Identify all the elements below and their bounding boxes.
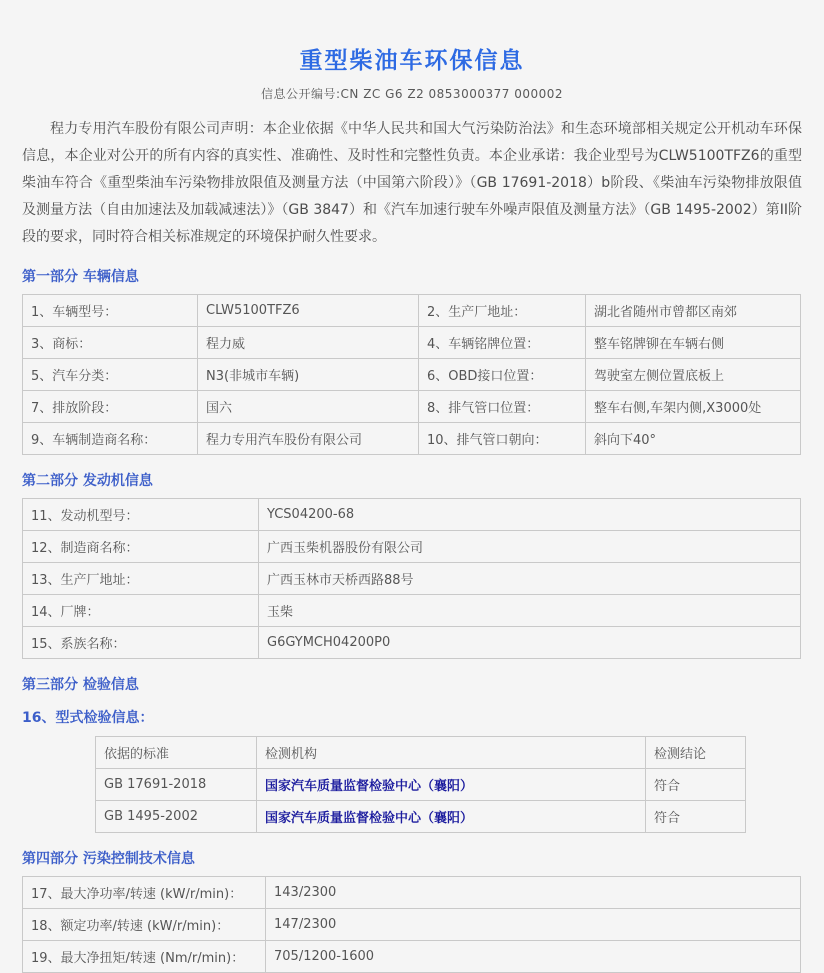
table-row xyxy=(23,499,801,531)
field-label: 8、排气管口位置： xyxy=(419,391,586,423)
table-row xyxy=(23,627,801,659)
field-label: 7、排放阶段： xyxy=(23,391,198,423)
field-label: 17、最大净功率/转速 (kW/r/min)： xyxy=(23,877,266,909)
table-row xyxy=(23,423,801,455)
field-value: 705/1200-1600 xyxy=(266,941,801,973)
vehicle-info-table xyxy=(22,294,801,455)
field-label: 9、车辆制造商名称： xyxy=(23,423,198,455)
table-row xyxy=(23,359,801,391)
field-value: 斜向下40° xyxy=(586,423,801,455)
table-row xyxy=(23,531,801,563)
field-value: N3(非城市车辆) xyxy=(198,359,419,391)
field-label: 14、厂牌： xyxy=(23,595,259,627)
table-row xyxy=(23,909,801,941)
field-label: 5、汽车分类： xyxy=(23,359,198,391)
inspection-agency-link[interactable]: 国家汽车质量监督检验中心（襄阳） xyxy=(257,801,646,833)
field-label: 18、额定功率/转速 (kW/r/min)： xyxy=(23,909,266,941)
engine-info-table xyxy=(22,498,801,659)
column-header-agency: 检测机构 xyxy=(257,737,646,769)
section-heading-engine: 第二部分 发动机信息 xyxy=(22,473,153,489)
publication-number: 信息公开编号:CN ZC G6 Z2 0853000377 000002 xyxy=(260,87,564,101)
table-row xyxy=(23,877,801,909)
table-row xyxy=(96,769,746,801)
field-value: 143/2300 xyxy=(266,877,801,909)
type-inspection-subheading: 16、型式检验信息： xyxy=(22,710,154,726)
field-label: 3、商标： xyxy=(23,327,198,359)
page xyxy=(0,42,824,973)
table-row xyxy=(23,391,801,423)
table-row xyxy=(23,327,801,359)
field-label: 10、排气管口朝向： xyxy=(419,423,586,455)
column-header-standard: 依据的标准 xyxy=(96,737,257,769)
field-value: 广西玉柴机器股份有限公司 xyxy=(259,531,801,563)
field-value: 程力威 xyxy=(198,327,419,359)
field-value: CLW5100TFZ6 xyxy=(198,295,419,327)
section-heading-vehicle: 第一部分 车辆信息 xyxy=(22,269,139,285)
standard-cell: GB 17691-2018 xyxy=(96,769,257,801)
field-value: 玉柴 xyxy=(259,595,801,627)
field-value: 程力专用汽车股份有限公司 xyxy=(198,423,419,455)
conclusion-cell: 符合 xyxy=(646,769,746,801)
field-label: 13、生产厂地址： xyxy=(23,563,259,595)
field-label: 15、系族名称： xyxy=(23,627,259,659)
table-row xyxy=(23,563,801,595)
field-label: 2、生产厂地址： xyxy=(419,295,586,327)
field-label: 6、OBD接口位置： xyxy=(419,359,586,391)
section-heading-pollution: 第四部分 污染控制技术信息 xyxy=(22,851,195,867)
table-header-row xyxy=(96,737,746,769)
field-label: 4、车辆铭牌位置： xyxy=(419,327,586,359)
table-row xyxy=(23,295,801,327)
inspection-table xyxy=(95,736,746,833)
field-value: 湖北省随州市曾都区南郊 xyxy=(586,295,801,327)
field-value: 驾驶室左侧位置底板上 xyxy=(586,359,801,391)
inspection-agency-link[interactable]: 国家汽车质量监督检验中心（襄阳） xyxy=(257,769,646,801)
pollution-control-table xyxy=(22,876,801,973)
table-row xyxy=(96,801,746,833)
field-label: 1、车辆型号： xyxy=(23,295,198,327)
standard-cell: GB 1495-2002 xyxy=(96,801,257,833)
column-header-conclusion: 检测结论 xyxy=(646,737,746,769)
section-heading-inspection: 第三部分 检验信息 xyxy=(22,677,139,693)
field-value: 整车右侧,车架内侧,X3000处 xyxy=(586,391,801,423)
field-value: G6GYMCH04200P0 xyxy=(259,627,801,659)
declaration-paragraph: 程力专用汽车股份有限公司声明：本企业依据《中华人民共和国大气污染防治法》和生态环境部相关规定公开机动车环保信息，本企业对公开的所有内容的真实性、准确性、及时性和完整性负责。本企业承诺：我企业型号为CLW5100TFZ6的重型柴油车符合《重型柴油车污染物排放限值及测量方法（中国第六阶段）》（GB 17691-2018）b阶段、《柴油车污染物排放限值及测量方法（自由加速法及加载减速法）》（GB 3847）和《汽车加速行驶车外噪声限值及测量方法》（GB 1495-2002）第II阶段的要求，同时符合相关标准规定的环境保护耐久性要求。 xyxy=(22,121,802,245)
page-title: 重型柴油车环保信息 xyxy=(299,48,525,74)
field-label: 12、制造商名称： xyxy=(23,531,259,563)
field-value: 整车铭牌铆在车辆右侧 xyxy=(586,327,801,359)
table-row xyxy=(23,941,801,973)
table-row xyxy=(23,595,801,627)
field-value: 国六 xyxy=(198,391,419,423)
field-label: 19、最大净扭矩/转速 (Nm/r/min)： xyxy=(23,941,266,973)
conclusion-cell: 符合 xyxy=(646,801,746,833)
field-value: 广西玉林市天桥西路88号 xyxy=(259,563,801,595)
field-value: YCS04200-68 xyxy=(259,499,801,531)
field-label: 11、发动机型号： xyxy=(23,499,259,531)
field-value: 147/2300 xyxy=(266,909,801,941)
